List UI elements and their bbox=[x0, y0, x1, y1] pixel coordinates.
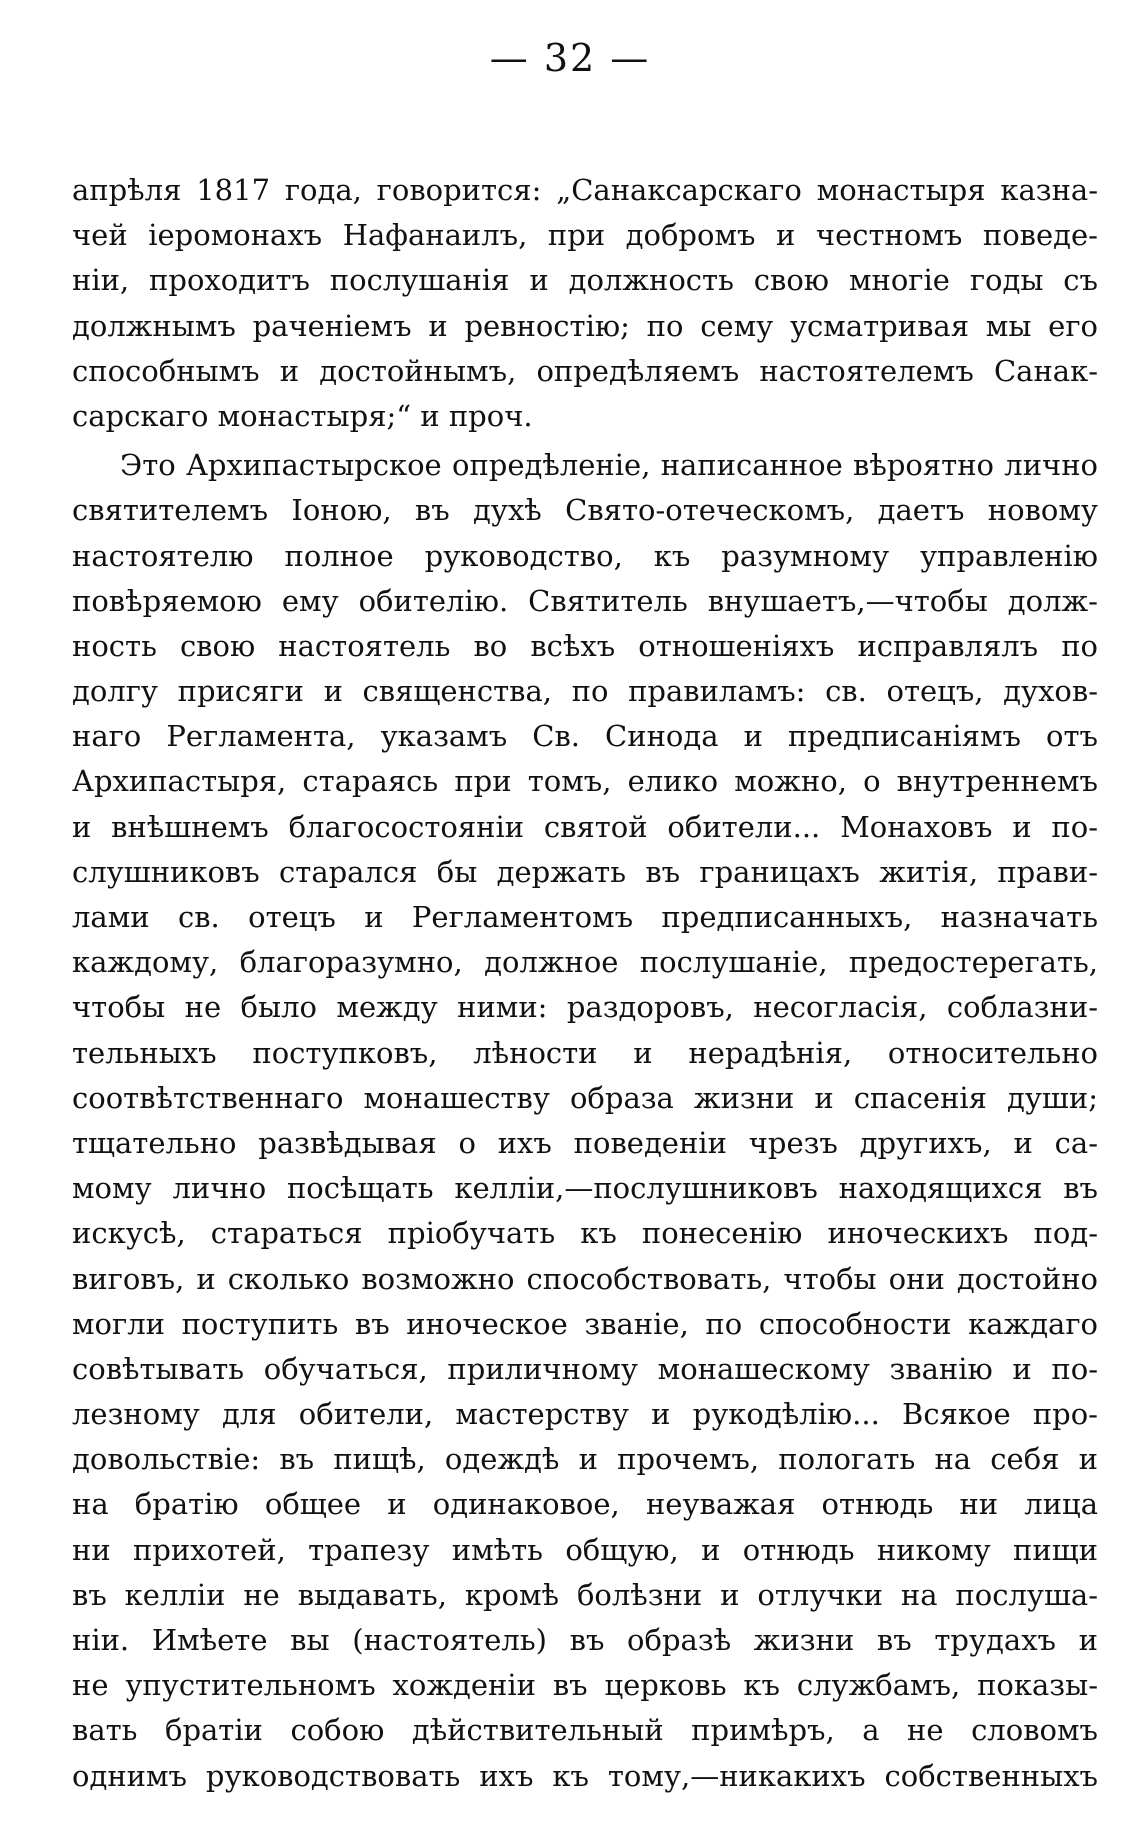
text-line: святителемъ Іоною, въ духѣ Свято-отеческомъ, даетъ новому bbox=[72, 493, 1098, 528]
text-line: на братію общее и одинаковое, неуважая отнюдь ни лица bbox=[72, 1487, 1098, 1522]
text-line: могли поступить въ иноческое званіе, по способности каждаго bbox=[72, 1306, 1098, 1341]
text-line: чтобы не было между ними: раздоровъ, несогласія, соблазни- bbox=[72, 990, 1098, 1025]
text-line: ни прихотей, трапезу имѣть общую, и отнюдь никому пищи bbox=[72, 1532, 1098, 1567]
text-line: ніи. Имѣете вы (настоятель) въ образѣ жизни въ трудахъ и bbox=[72, 1623, 1098, 1657]
text-line: однимъ руководствовать ихъ къ тому,—никакихъ собственныхъ bbox=[72, 1758, 1098, 1793]
text-line: въ келліи не выдавать, кромѣ болѣзни и отлучки на послуша- bbox=[72, 1577, 1098, 1612]
paragraph-1 bbox=[72, 168, 1098, 439]
text-line: Это Архипастырское опредѣленіе, написанное вѣроятно лично bbox=[120, 448, 1098, 483]
text-line: чей іеромонахъ Нафанаилъ, при добромъ и честномъ поведе- bbox=[72, 218, 1098, 253]
page-number: — 32 — bbox=[489, 36, 651, 80]
text-line: довольствіе: въ пищѣ, одеждѣ и прочемъ, пологать на себя и bbox=[72, 1442, 1098, 1477]
text-line: должнымъ раченіемъ и ревностію; по сему усматривая мы его bbox=[72, 308, 1098, 343]
text-line: повѣряемою ему обителію. Святитель внушаетъ,—чтобы долж- bbox=[72, 583, 1098, 618]
text-line: настоятелю полное руководство, къ разумному управленію bbox=[72, 538, 1098, 573]
text-line: соотвѣтственнаго монашеству образа жизни и спасенія души; bbox=[72, 1080, 1098, 1115]
text-line: мому лично посѣщать келліи,—послушниковъ находящихся въ bbox=[72, 1171, 1098, 1206]
text-line: и внѣшнемъ благосостояніи святой обители... Монаховъ и по- bbox=[72, 809, 1098, 844]
text-line: апрѣля 1817 года, говорится: „Санаксарскаго монастыря казна- bbox=[72, 173, 1098, 207]
text-line: сарскаго монастыря;“ и проч. bbox=[72, 398, 533, 433]
text-line: тельныхъ поступковъ, лѣности и нерадѣнія, относительно bbox=[72, 1035, 1098, 1070]
text-line: слушниковъ старался бы держать въ границахъ житія, прави- bbox=[72, 854, 1098, 889]
body-text bbox=[72, 168, 1098, 1799]
text-line: ность свою настоятель во всѣхъ отношеніяхъ исправлялъ по bbox=[72, 628, 1098, 663]
text-line: виговъ, и сколько возможно способствовать, чтобы они достойно bbox=[72, 1261, 1098, 1296]
text-line: вать братіи собою дѣйствительный примѣръ, а не словомъ bbox=[72, 1713, 1098, 1748]
text-line: ніи, проходитъ послушанія и должность свою многіе годы съ bbox=[72, 263, 1098, 298]
text-line: наго Регламента, указамъ Св. Синода и предписаніямъ отъ bbox=[72, 719, 1098, 754]
text-line: способнымъ и достойнымъ, опредѣляемъ настоятелемъ Санак- bbox=[72, 353, 1098, 388]
text-line: каждому, благоразумно, должное послушаніе, предостерегать, bbox=[72, 945, 1098, 980]
paragraph-2 bbox=[72, 443, 1098, 1799]
text-line: лами св. отецъ и Регламентомъ предписанныхъ, назначать bbox=[72, 900, 1098, 934]
text-line: тщательно развѣдывая о ихъ поведеніи чрезъ другихъ, и са- bbox=[72, 1125, 1098, 1160]
text-line: совѣтывать обучаться, приличному монашескому званію и по- bbox=[72, 1351, 1098, 1386]
text-line: долгу присяги и священства, по правиламъ: св. отецъ, духов- bbox=[72, 674, 1098, 709]
text-line: лезному для обители, мастерству и рукодѣлію... Всякое про- bbox=[72, 1397, 1098, 1432]
text-line: Архипастыря, стараясь при томъ, елико можно, о внутреннемъ bbox=[72, 764, 1098, 799]
text-line: искусѣ, стараться пріобучать къ понесенію иноческихъ под- bbox=[72, 1216, 1098, 1251]
text-line: не упустительномъ хожденіи въ церковь къ службамъ, показы- bbox=[72, 1668, 1098, 1703]
